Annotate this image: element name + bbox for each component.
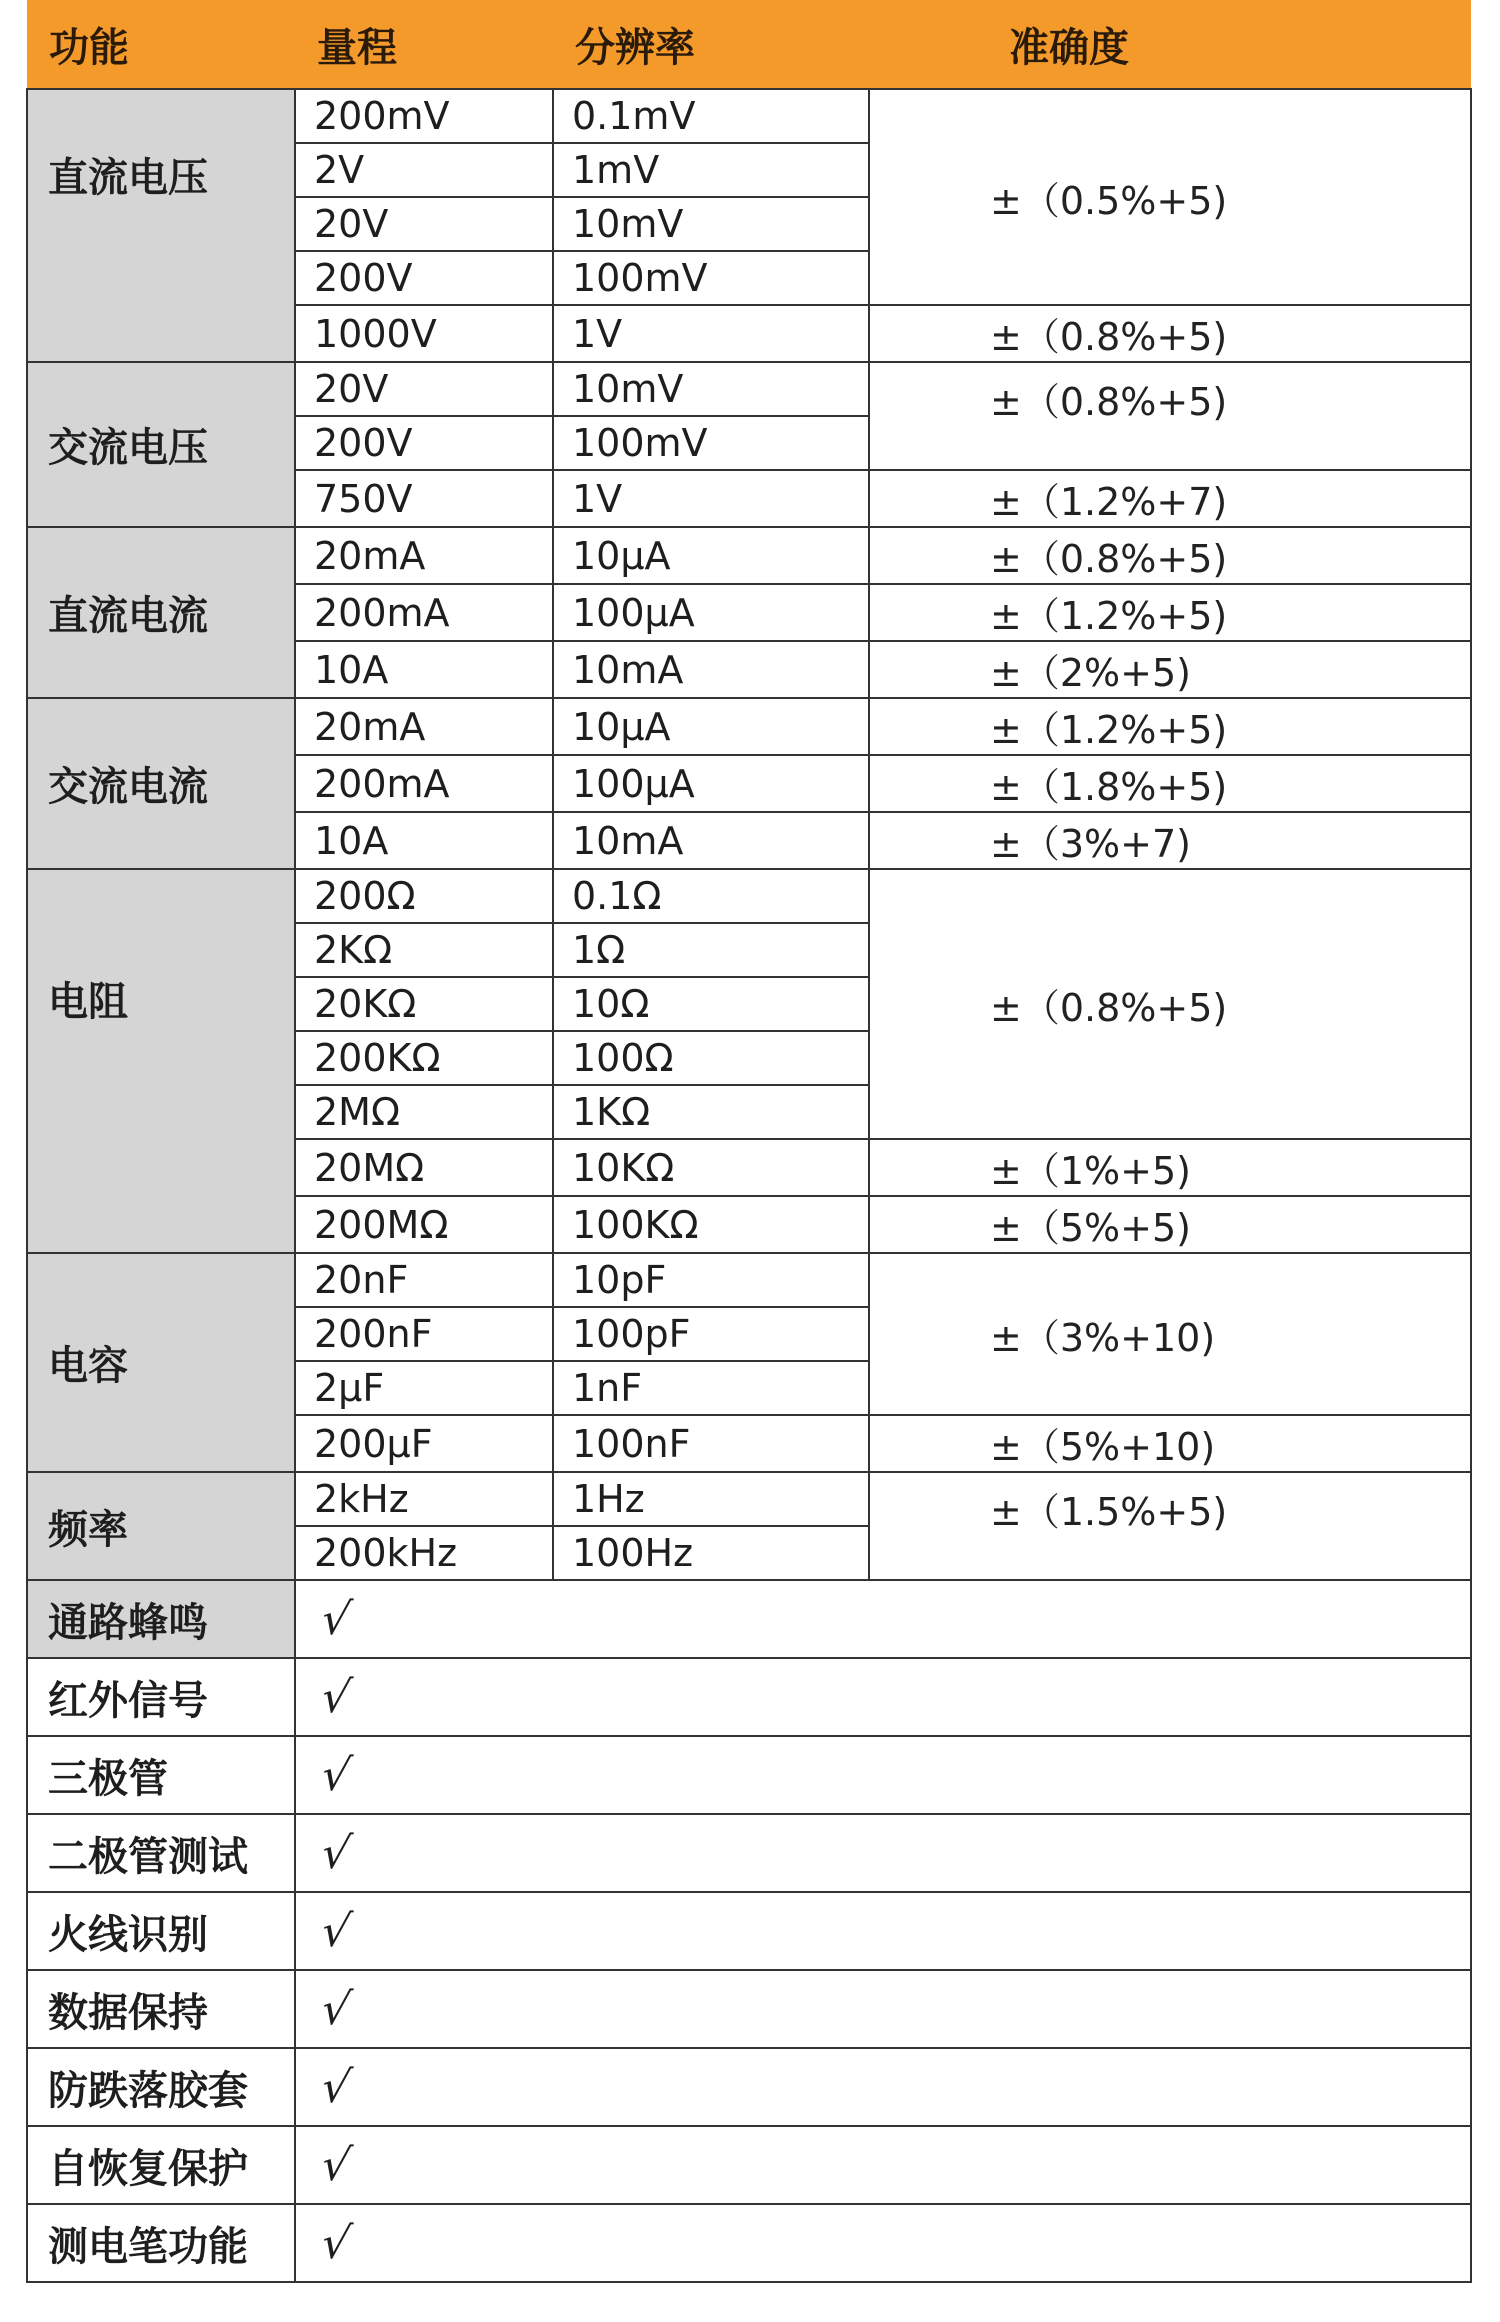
range-cell: 1000V bbox=[295, 305, 553, 362]
accuracy-cell: ±（0.8%+5) bbox=[869, 869, 1471, 1139]
check-icon: √ bbox=[317, 2139, 355, 2191]
range-cell: 10A bbox=[295, 641, 553, 698]
range-cell: 20KΩ bbox=[295, 977, 553, 1031]
range-cell: 2MΩ bbox=[295, 1085, 553, 1139]
range-cell: 200V bbox=[295, 251, 553, 305]
resolution-cell: 10mA bbox=[553, 641, 869, 698]
range-cell: 20nF bbox=[295, 1253, 553, 1307]
resolution-cell: 1mV bbox=[553, 143, 869, 197]
check-mark bbox=[295, 2126, 1471, 2204]
range-cell: 200MΩ bbox=[295, 1196, 553, 1253]
accuracy-cell: ±（3%+10) bbox=[869, 1253, 1471, 1415]
accuracy-cell: ±（0.8%+5) bbox=[869, 305, 1471, 362]
resolution-cell: 10μA bbox=[553, 527, 869, 584]
feature-drop-proof-sleeve: 防跌落胶套 bbox=[27, 2048, 295, 2126]
resolution-cell: 100mV bbox=[553, 251, 869, 305]
resolution-cell: 10mV bbox=[553, 362, 869, 416]
accuracy-cell: ±（5%+5) bbox=[869, 1196, 1471, 1253]
accuracy-cell: ±（1.2%+5) bbox=[869, 584, 1471, 641]
range-cell: 20V bbox=[295, 362, 553, 416]
resolution-cell: 100Ω bbox=[553, 1031, 869, 1085]
range-cell: 200Ω bbox=[295, 869, 553, 923]
feature-live-wire: 火线识别 bbox=[27, 1892, 295, 1970]
resolution-cell: 10mA bbox=[553, 812, 869, 869]
resolution-cell: 100pF bbox=[553, 1307, 869, 1361]
feature-row bbox=[27, 1736, 1471, 1814]
resolution-cell: 1V bbox=[553, 305, 869, 362]
check-mark bbox=[295, 1658, 1471, 1736]
header-resolution: 分辨率 bbox=[553, 0, 869, 89]
table-row bbox=[27, 698, 1471, 755]
check-icon: √ bbox=[317, 1749, 355, 1801]
resolution-cell: 100nF bbox=[553, 1415, 869, 1472]
table-row bbox=[27, 1472, 1471, 1526]
range-cell: 20mA bbox=[295, 698, 553, 755]
accuracy-cell: ±（1.2%+7) bbox=[869, 470, 1471, 527]
accuracy-cell: ±（0.8%+5) bbox=[869, 362, 1471, 470]
range-cell: 20mA bbox=[295, 527, 553, 584]
range-cell: 20V bbox=[295, 197, 553, 251]
accuracy-cell: ±（1.2%+5) bbox=[869, 698, 1471, 755]
check-mark bbox=[295, 1736, 1471, 1814]
check-icon: √ bbox=[317, 1593, 355, 1645]
range-cell: 2μF bbox=[295, 1361, 553, 1415]
feature-data-hold: 数据保持 bbox=[27, 1970, 295, 2048]
range-cell: 2KΩ bbox=[295, 923, 553, 977]
resolution-cell: 1Hz bbox=[553, 1472, 869, 1526]
accuracy-cell: ±（1%+5) bbox=[869, 1139, 1471, 1196]
check-mark bbox=[295, 1892, 1471, 1970]
check-mark bbox=[295, 1814, 1471, 1892]
check-mark bbox=[295, 2204, 1471, 2282]
function-dc-voltage: 直流电压 bbox=[27, 89, 295, 362]
range-cell: 200mV bbox=[295, 89, 553, 143]
resolution-cell: 100Hz bbox=[553, 1526, 869, 1580]
accuracy-cell: ±（5%+10) bbox=[869, 1415, 1471, 1472]
resolution-cell: 1nF bbox=[553, 1361, 869, 1415]
range-cell: 750V bbox=[295, 470, 553, 527]
resolution-cell: 100μA bbox=[553, 584, 869, 641]
feature-self-recovery-protection: 自恢复保护 bbox=[27, 2126, 295, 2204]
feature-continuity-buzzer: 通路蜂鸣 bbox=[27, 1580, 295, 1658]
check-mark bbox=[295, 1580, 1471, 1658]
range-cell: 2kHz bbox=[295, 1472, 553, 1526]
resolution-cell: 10Ω bbox=[553, 977, 869, 1031]
check-icon: √ bbox=[317, 1983, 355, 2035]
resolution-cell: 1Ω bbox=[553, 923, 869, 977]
function-dc-current: 直流电流 bbox=[27, 527, 295, 698]
feature-row bbox=[27, 2204, 1471, 2282]
check-mark bbox=[295, 1970, 1471, 2048]
accuracy-cell: ±（3%+7) bbox=[869, 812, 1471, 869]
resolution-cell: 0.1Ω bbox=[553, 869, 869, 923]
resolution-cell: 100mV bbox=[553, 416, 869, 470]
header-range: 量程 bbox=[295, 0, 553, 89]
function-capacitance: 电容 bbox=[27, 1253, 295, 1472]
feature-row bbox=[27, 2048, 1471, 2126]
check-icon: √ bbox=[317, 1905, 355, 1957]
check-mark bbox=[295, 2048, 1471, 2126]
table-row bbox=[27, 89, 1471, 143]
function-resistance: 电阻 bbox=[27, 869, 295, 1253]
resolution-cell: 0.1mV bbox=[553, 89, 869, 143]
check-icon: √ bbox=[317, 1827, 355, 1879]
feature-row bbox=[27, 1658, 1471, 1736]
check-icon: √ bbox=[317, 1671, 355, 1723]
header-accuracy: 准确度 bbox=[869, 0, 1471, 89]
function-ac-voltage: 交流电压 bbox=[27, 362, 295, 527]
range-cell: 200nF bbox=[295, 1307, 553, 1361]
feature-row bbox=[27, 1970, 1471, 2048]
header-function: 功能 bbox=[27, 0, 295, 89]
range-cell: 200mA bbox=[295, 584, 553, 641]
resolution-cell: 10mV bbox=[553, 197, 869, 251]
feature-transistor: 三极管 bbox=[27, 1736, 295, 1814]
feature-diode-test: 二极管测试 bbox=[27, 1814, 295, 1892]
range-cell: 200mA bbox=[295, 755, 553, 812]
resolution-cell: 10μA bbox=[553, 698, 869, 755]
range-cell: 20MΩ bbox=[295, 1139, 553, 1196]
range-cell: 10A bbox=[295, 812, 553, 869]
resolution-cell: 10pF bbox=[553, 1253, 869, 1307]
resolution-cell: 10KΩ bbox=[553, 1139, 869, 1196]
range-cell: 200V bbox=[295, 416, 553, 470]
feature-infrared-signal: 红外信号 bbox=[27, 1658, 295, 1736]
range-cell: 200KΩ bbox=[295, 1031, 553, 1085]
spec-table bbox=[26, 0, 1472, 2283]
resolution-cell: 100KΩ bbox=[553, 1196, 869, 1253]
accuracy-cell: ±（2%+5) bbox=[869, 641, 1471, 698]
table-row bbox=[27, 362, 1471, 416]
table-row bbox=[27, 527, 1471, 584]
feature-row bbox=[27, 1814, 1471, 1892]
table-row bbox=[27, 869, 1471, 923]
header-row bbox=[27, 0, 1471, 89]
resolution-cell: 100μA bbox=[553, 755, 869, 812]
accuracy-cell: ±（0.8%+5) bbox=[869, 527, 1471, 584]
accuracy-cell: ±（1.8%+5) bbox=[869, 755, 1471, 812]
function-ac-current: 交流电流 bbox=[27, 698, 295, 869]
resolution-cell: 1V bbox=[553, 470, 869, 527]
feature-row bbox=[27, 1892, 1471, 1970]
resolution-cell: 1KΩ bbox=[553, 1085, 869, 1139]
function-frequency: 频率 bbox=[27, 1472, 295, 1580]
accuracy-cell: ±（1.5%+5) bbox=[869, 1472, 1471, 1580]
range-cell: 200μF bbox=[295, 1415, 553, 1472]
check-icon: √ bbox=[317, 2217, 355, 2269]
accuracy-cell: ±（0.5%+5) bbox=[869, 89, 1471, 305]
table-row bbox=[27, 1253, 1471, 1307]
feature-row bbox=[27, 1580, 1471, 1658]
feature-test-pen: 测电笔功能 bbox=[27, 2204, 295, 2282]
range-cell: 2V bbox=[295, 143, 553, 197]
feature-row bbox=[27, 2126, 1471, 2204]
range-cell: 200kHz bbox=[295, 1526, 553, 1580]
check-icon: √ bbox=[317, 2061, 355, 2113]
